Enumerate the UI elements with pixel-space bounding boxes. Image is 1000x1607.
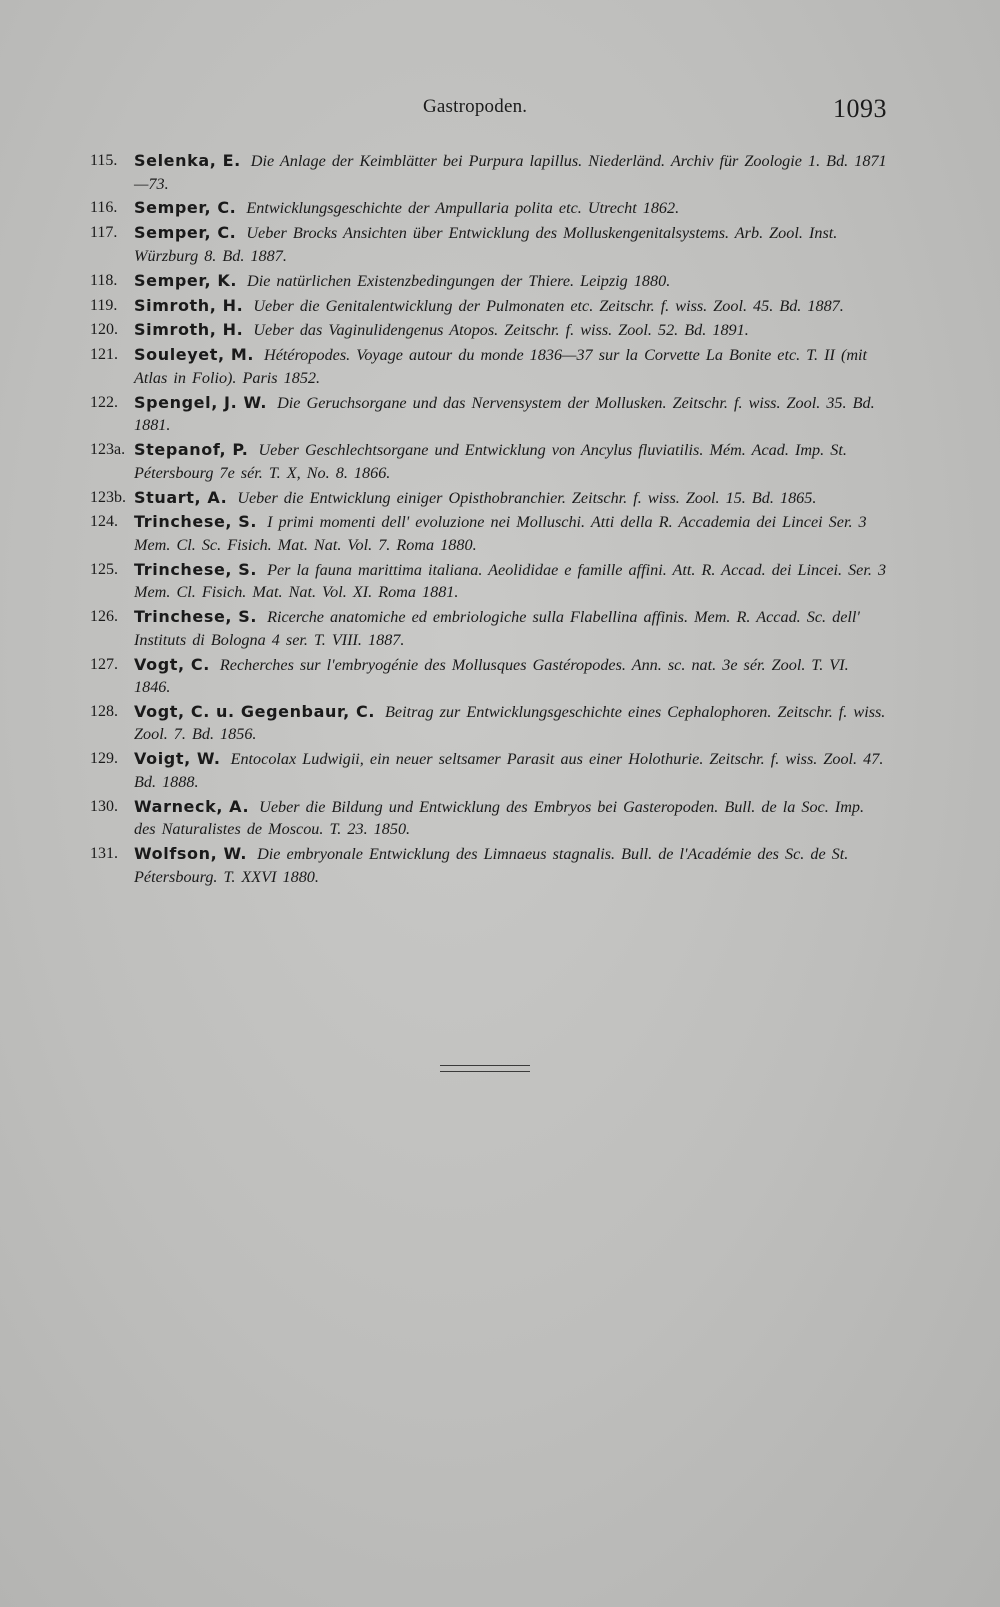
entry-number: 126. (90, 608, 118, 626)
entry-reference: Beitrag zur Entwicklungsgeschichte eines Cephalophoren. Zeitschr. f. wiss. Zool. 7. Bd. 1856. (134, 702, 886, 744)
entry-author: Selenka, E. (134, 151, 241, 170)
bibliography-entry (90, 439, 890, 484)
entry-number: 130. (90, 797, 118, 815)
entry-author: Wolfson, W. (134, 844, 248, 864)
entry-author: Warneck, A. (134, 796, 250, 816)
bibliography-entry (90, 511, 890, 556)
bibliography-entry (90, 654, 890, 699)
entry-number: 123b. (90, 488, 126, 506)
entry-number: 123a. (90, 441, 126, 459)
entry-reference: Entwicklungsgeschichte der Ampullaria polita etc. Utrecht 1862. (246, 199, 680, 218)
bibliography-entry (90, 748, 890, 793)
entry-reference: Per la fauna marittima italiana. Aeolididae e famille affini. Att. R. Accad. dei Lincei. Ser. 3 Mem. Cl. Fisich. Mat. Nat. Vol. XI. Roma 1881. (134, 560, 887, 602)
entry-author: Semper, K. (134, 270, 238, 290)
section-divider (440, 1065, 530, 1072)
entry-author: Vogt, C. (134, 654, 210, 674)
bibliography-list (90, 150, 890, 891)
bibliography-entry (90, 197, 890, 220)
entry-number: 119. (90, 296, 118, 314)
entry-number: 127. (90, 655, 118, 673)
entry-reference: Entocolax Ludwigii, ein neuer seltsamer Parasit aus einer Holothurie. Zeitschr. f. wiss. Zool. 47. Bd. 1888. (134, 750, 884, 791)
page-number: 1093 (833, 94, 887, 123)
entry-author: Spengel, J. W. (134, 392, 268, 412)
bibliography-entry (90, 606, 890, 651)
bibliography-entry (90, 701, 890, 746)
bibliography-entry (90, 559, 890, 604)
entry-reference: Ueber das Vaginulidengenus Atopos. Zeitschr. f. wiss. Zool. 52. Bd. 1891. (253, 321, 749, 340)
entry-author: Trinchese, S. (134, 512, 258, 532)
entry-number: 124. (90, 513, 118, 531)
entry-reference: Ueber Geschlechtsorgane und Entwicklung von Ancylus fluviatilis. Mém. Acad. Imp. St. Pétersbourg 7e sér. T. X, No. 8. 1866. (134, 441, 847, 482)
bibliography-entry (90, 319, 890, 342)
entry-author: Trinchese, S. (134, 607, 258, 627)
bibliography-entry (90, 344, 890, 389)
bibliography-entry (90, 392, 890, 437)
entry-reference: Ricerche anatomiche ed embriologiche sulla Flabellina affinis. Mem. R. Accad. Sc. dell' Instituts di Bologna 4 ser. T. VIII. 1887. (134, 608, 860, 649)
entry-author: Vogt, C. u. Gegenbaur, C. (134, 701, 376, 721)
entry-reference: Die embryonale Entwicklung des Limnaeus stagnalis. Bull. de l'Académie des Sc. de St. Pétersbourg. T. XXVI 1880. (134, 845, 849, 886)
entry-number: 131. (90, 845, 118, 863)
entry-reference: Recherches sur l'embryogénie des Mollusques Gastéropodes. Ann. sc. nat. 3e sér. Zool. T. VI. 1846. (134, 655, 849, 697)
entry-number: 125. (90, 560, 118, 578)
entry-reference: Hétéropodes. Voyage autour du monde 1836—37 sur la Corvette La Bonite etc. T. II (mit Atlas in Folio). Paris 1852. (134, 346, 868, 387)
bibliography-entry (90, 487, 890, 510)
bibliography-entry (90, 843, 890, 888)
entry-author: Trinchese, S. (134, 559, 258, 579)
entry-number: 122. (90, 393, 118, 411)
entry-author: Souleyet, M. (134, 345, 255, 365)
entry-author: Stepanof, P. (134, 440, 249, 460)
entry-reference: I primi momenti dell' evoluzione nei Molluschi. Atti della R. Accademia dei Lincei Ser. 3 Mem. Cl. Sc. Fisich. Mat. Nat. Vol. 7. Roma 1880. (134, 513, 867, 554)
entry-author: Stuart, A. (134, 487, 228, 507)
entry-author: Semper, C. (134, 198, 237, 218)
entry-number: 117. (90, 224, 118, 242)
entry-reference: Ueber die Entwicklung einiger Opisthobranchier. Zeitschr. f. wiss. Zool. 15. Bd. 1865. (237, 488, 817, 507)
entry-number: 118. (90, 271, 118, 289)
entry-reference: Die natürlichen Existenzbedingungen der Thiere. Leipzig 1880. (247, 271, 671, 290)
entry-reference: Ueber die Bildung und Entwicklung des Embryos bei Gasteropoden. Bull. de la Soc. Imp. des Naturalistes de Moscou. T. 23. 1850. (134, 797, 865, 839)
entry-reference: Ueber die Genitalentwicklung der Pulmonaten etc. Zeitschr. f. wiss. Zool. 45. Bd. 1887. (253, 296, 844, 315)
bibliography-entry (90, 270, 890, 293)
bibliography-entry (90, 222, 890, 267)
entry-reference: Die Anlage der Keimblätter bei Purpura lapillus. Niederländ. Archiv für Zoologie 1. Bd. 1871—73. (134, 152, 887, 193)
running-head: Gastropoden. (423, 96, 528, 117)
entry-number: 129. (90, 750, 118, 768)
entry-reference: Die Geruchsorgane und das Nervensystem der Mollusken. Zeitschr. f. wiss. Zool. 35. Bd. 1881. (134, 393, 875, 435)
entry-author: Semper, C. (134, 223, 237, 243)
bibliography-entry (90, 796, 890, 841)
entry-number: 128. (90, 702, 118, 720)
entry-number: 120. (90, 321, 118, 339)
entry-number: 121. (90, 346, 118, 364)
page-header (0, 92, 1000, 132)
bibliography-entry (90, 150, 890, 195)
entry-number: 116. (90, 199, 118, 217)
entry-author: Simroth, H. (134, 320, 244, 340)
bibliography-entry (90, 295, 890, 318)
entry-reference: Ueber Brocks Ansichten über Entwicklung des Molluskengenitalsystems. Arb. Zool. Inst. Würzburg 8. Bd. 1887. (134, 224, 838, 265)
entry-number: 115. (90, 152, 118, 169)
entry-author: Voigt, W. (134, 749, 221, 769)
entry-author: Simroth, H. (134, 295, 244, 315)
